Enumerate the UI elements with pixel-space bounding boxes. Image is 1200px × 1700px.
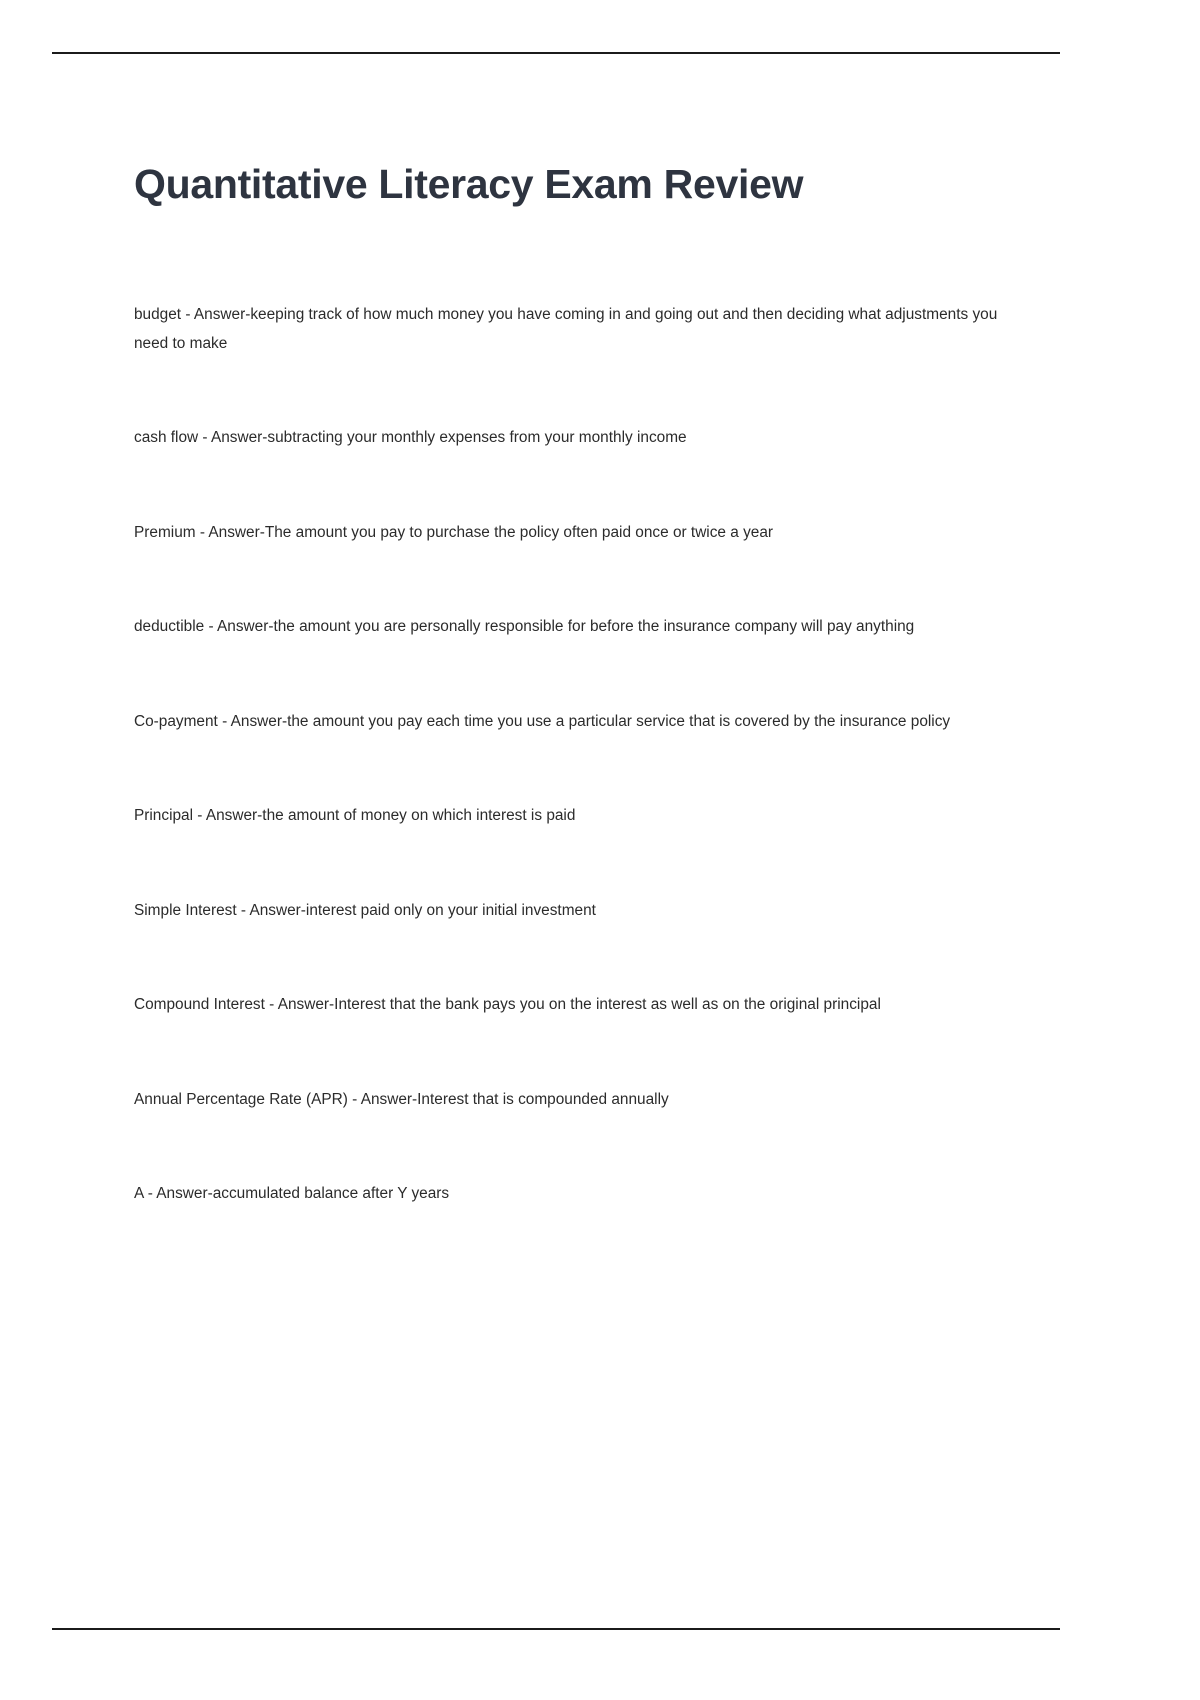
- list-item: Co-payment - Answer-the amount you pay each time you use a particular service that is covered by the insurance policy: [134, 712, 951, 730]
- entry-list: [134, 301, 1014, 1209]
- list-item: A - Answer-accumulated balance after Y years: [134, 1185, 450, 1203]
- page-title: Quantitative Literacy Exam Review: [134, 161, 804, 207]
- list-item: deductible - Answer-the amount you are personally responsible for before the insurance company will pay anything: [134, 618, 915, 636]
- bottom-divider: [52, 1628, 1060, 1630]
- document-content: [134, 160, 1014, 1209]
- list-item: Simple Interest - Answer-interest paid only on your initial investment: [134, 901, 596, 919]
- list-item: Premium - Answer-The amount you pay to purchase the policy often paid once or twice a year: [134, 523, 774, 541]
- list-item: Annual Percentage Rate (APR) - Answer-Interest that is compounded annually: [134, 1090, 669, 1108]
- list-item: budget - Answer-keeping track of how much money you have coming in and going out and then deciding what adjustments you need to make: [134, 306, 998, 352]
- list-item: Compound Interest - Answer-Interest that the bank pays you on the interest as well as on the original principal: [134, 996, 881, 1014]
- top-divider: [52, 52, 1060, 54]
- list-item: Principal - Answer-the amount of money on which interest is paid: [134, 807, 576, 825]
- list-item: cash flow - Answer-subtracting your monthly expenses from your monthly income: [134, 429, 687, 447]
